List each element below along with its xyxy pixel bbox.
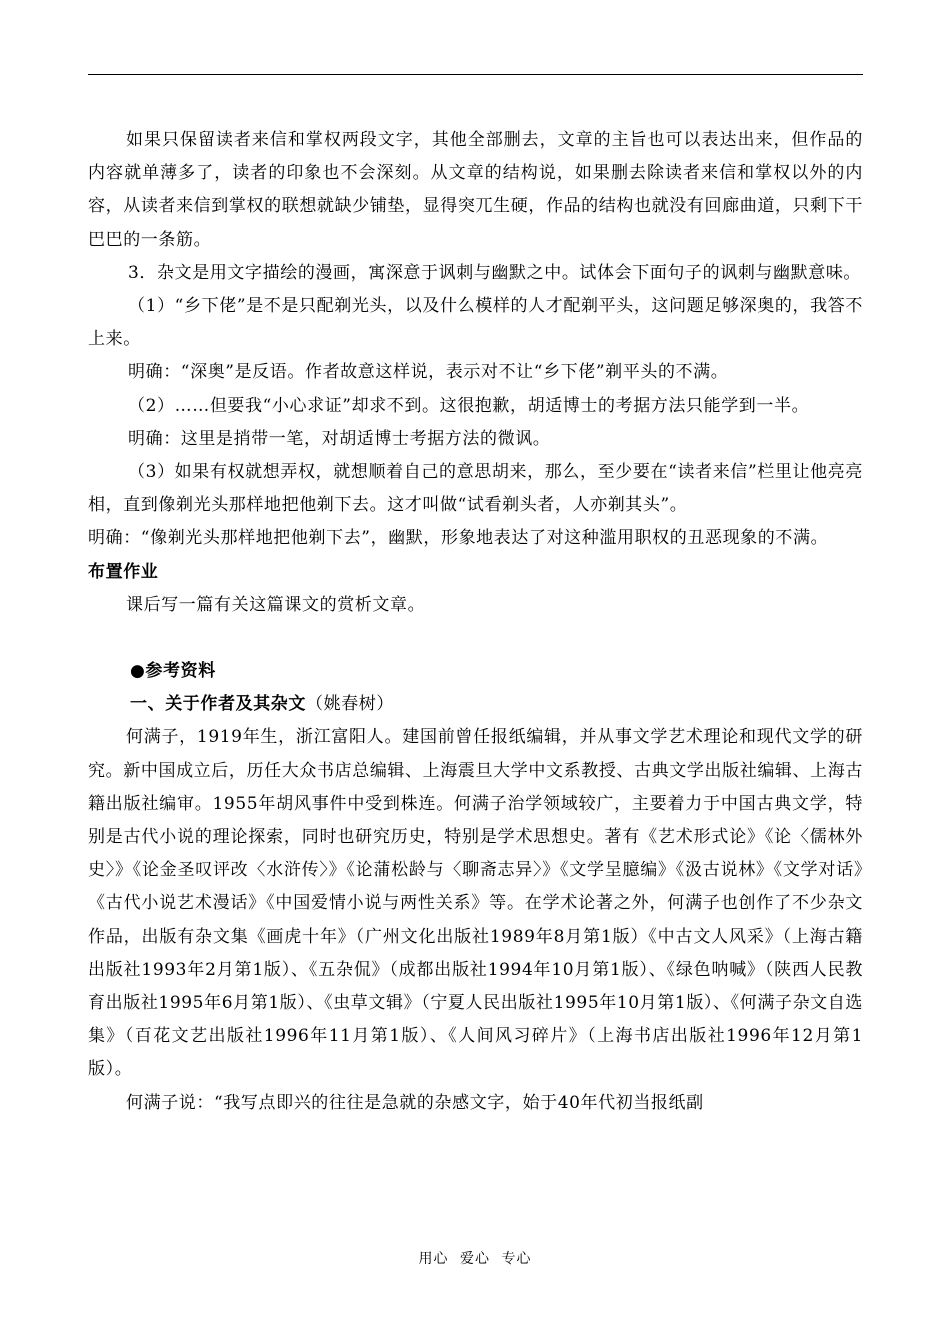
header-rule	[88, 74, 863, 75]
paragraph-example-1: （1）“乡下佬”是不是只配剃光头，以及什么模样的人才配剃平头，这问题足够深奥的，我答不上来。	[88, 296, 863, 350]
homework-heading: 布置作业	[88, 561, 159, 582]
paragraph-author-bio: 何满子，1919年生，浙江富阳人。建国前曾任报纸编辑，并从事文学艺术理论和现代文学的研究。新中国成立后，历任大众书店总编辑、上海震旦大学中文系教授、古典文学出版社编辑、上海古籍出版社编审。1955年胡风事件中受到株连。何满子治学领域较广，主要着力于中国古典文学，特别是古代小说的理论探索，同时也研究历史，特别是学术思想史。著有《艺术形式论》《论〈儒林外史〉》《论金圣叹评改〈水浒传〉》《论蒲松龄与〈聊斋志异〉》《文学呈臆编》《汲古说林》《文学对话》《古代小说艺术漫话》《中国爱情小说与两性关系》等。在学术论著之外，何满子也创作了不少杂文作品，出版有杂文集《画虎十年》（广州文化出版社1989年8月第1版）《中古文人风采》（上海古籍出版社1993年2月第1版）、《五杂侃》（成都出版社1994年10月第1版）、《绿色呐喊》（陕西人民教育出版社1995年6月第1版）、《虫草文辑》（宁夏人民出版社1995年10月第1版）、《何满子杂文自选集》（百花文艺出版社1996年11月第1版）、《人间风习碎片》（上海书店出版社1996年12月第1版）。	[88, 727, 863, 1080]
paragraph-author-quote: 何满子说：“我写点即兴的往往是急就的杂感文字，始于40年代初当报纸副	[126, 1092, 704, 1113]
paragraph-question-3: 3．杂文是用文字描绘的漫画，寓深意于讽刺与幽默之中。试体会下面句子的讽刺与幽默意味。	[128, 262, 862, 283]
homework-text: 课后写一篇有关这篇课文的赏析文章。	[126, 594, 426, 615]
paragraph-structure-analysis: 如果只保留读者来信和掌权两段文字，其他全部删去，文章的主旨也可以表达出来，但作品的内容就单薄多了，读者的印象也不会深刻。从文章的结构说，如果删去除读者来信和掌权以外的内容，从读者来信到掌权的联想就缺少铺垫，显得突兀生硬，作品的结构也就没有回廊曲道，只剩下干巴巴的一条筋。	[88, 130, 863, 250]
paragraph-example-2: （2）……但要我“小心求证”却求不到。这很抱歉，胡适博士的考据方法只能学到一半。	[128, 395, 810, 416]
document-body	[88, 124, 863, 1120]
paragraph-answer-1: 明确：“深奥”是反语。作者故意这样说，表示对不让“乡下佬”剃平头的不满。	[128, 362, 729, 383]
paragraph-answer-3: 明确：“像剃光头那样地把他剃下去”，幽默，形象地表达了对这种滥用职权的丑恶现象的不满。	[88, 528, 829, 549]
paragraph-answer-2: 明确：这里是捎带一笔，对胡适博士考据方法的微讽。	[128, 428, 551, 449]
section-heading	[88, 688, 863, 721]
section-byline: （姚春树）	[306, 694, 394, 715]
page-footer: 用心 爱心 专心	[418, 1251, 532, 1267]
section-title: 一、关于作者及其杂文	[130, 694, 306, 715]
reference-heading: ●参考资料	[130, 661, 216, 682]
paragraph-example-3: （3）如果有权就想弄权，就想顺着自己的意思胡来，那么，至少要在“读者来信”栏里让他亮亮相，直到像剃光头那样地把他剃下去。这才叫做“试看剃头者，人亦剃其头”。	[88, 462, 863, 516]
